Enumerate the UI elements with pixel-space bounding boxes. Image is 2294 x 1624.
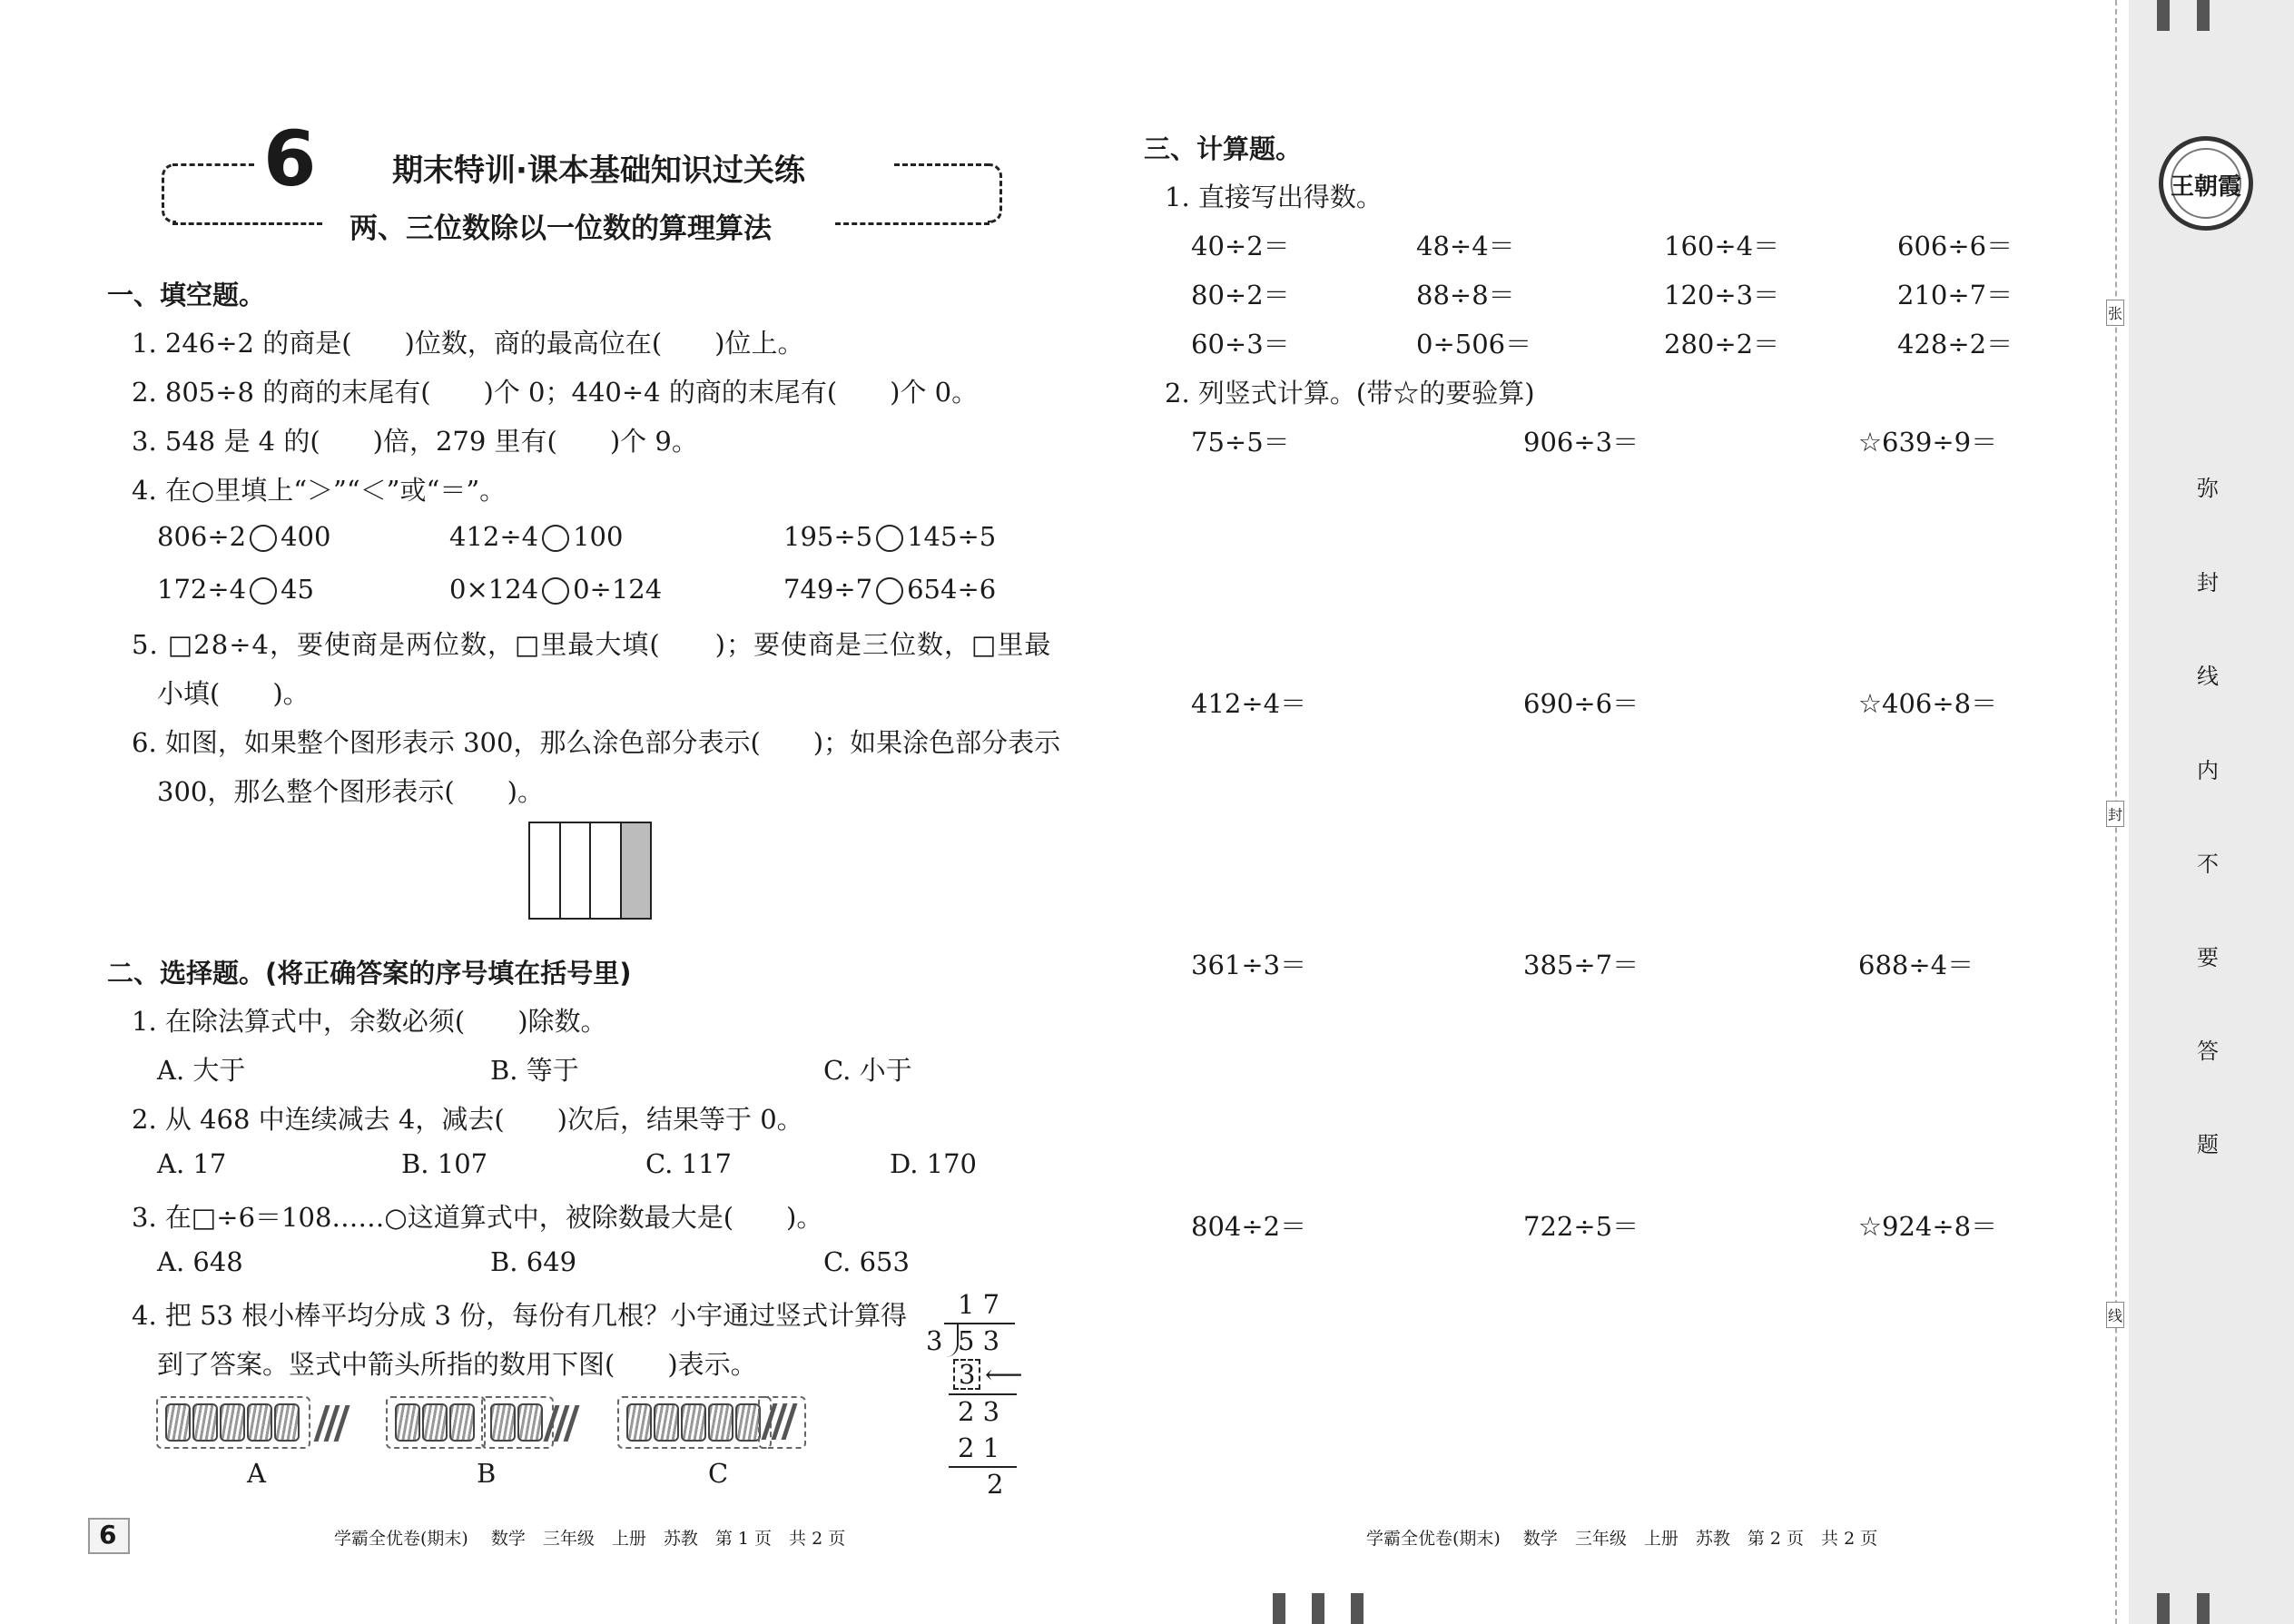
option[interactable]: B. 649 <box>490 1246 577 1277</box>
question-2-3: 3. 在□÷6＝108……○这道算式中，被除数最大是( )。 <box>132 1202 823 1233</box>
page-number-box <box>88 1518 130 1554</box>
margin-warning-char: 答 <box>2197 1038 2219 1064</box>
vertical-item: ☆924÷8＝ <box>1858 1211 1998 1242</box>
registration-mark <box>1312 1593 1324 1624</box>
margin-warning-char: 要 <box>2197 945 2219 970</box>
figure-label-a: A <box>247 1458 266 1489</box>
option[interactable]: C. 小于 <box>823 1055 912 1086</box>
question-1-6-cont: 300，那么整个图形表示( )。 <box>157 776 544 807</box>
figure-label-c: C <box>708 1458 729 1489</box>
option[interactable]: A. 17 <box>157 1148 227 1179</box>
vertical-item: 412÷4＝ <box>1191 688 1307 719</box>
compare-item: 195÷5 145÷5 <box>783 521 997 552</box>
sticks-figure-b[interactable] <box>386 1396 486 1449</box>
option[interactable]: B. 等于 <box>490 1055 579 1086</box>
binding-margin <box>2129 0 2294 1624</box>
registration-mark <box>2157 1593 2170 1624</box>
oral-item: 280÷2＝ <box>1664 329 1780 359</box>
vertical-item: 688÷4＝ <box>1858 950 1974 980</box>
question-2-2: 2. 从 468 中连续减去 4，减去( )次后，结果等于 0。 <box>132 1104 803 1135</box>
shaded-rectangle-figure <box>528 822 652 920</box>
compare-item: 0×124 0÷124 <box>449 574 663 605</box>
section1-heading: 一、填空题。 <box>107 280 266 310</box>
margin-marker: 张 <box>2106 300 2124 326</box>
option[interactable]: A. 大于 <box>157 1055 246 1086</box>
oral-item: 210÷7＝ <box>1897 280 2013 310</box>
registration-mark <box>2197 0 2210 31</box>
question-2-4: 4. 把 53 根小棒平均分成 3 份，每份有几根？小宇通过竖式计算得 <box>132 1300 908 1331</box>
brand-seal-logo: 王朝霞 <box>2159 136 2253 231</box>
vertical-item: 722÷5＝ <box>1523 1211 1639 1242</box>
division-step2: 2 3 <box>958 1396 1000 1427</box>
compare-circle[interactable] <box>542 525 569 552</box>
vertical-item: 361÷3＝ <box>1191 950 1307 980</box>
vertical-item: 385÷7＝ <box>1523 950 1639 980</box>
vertical-item: 75÷5＝ <box>1191 427 1290 458</box>
question-1-6: 6. 如图，如果整个图形表示 300，那么涂色部分表示( )；如果涂色部分表示 <box>132 727 1061 758</box>
footer-right: 学霸全优卷(期末) 数学 三年级 上册 苏教 第 2 页 共 2 页 <box>1366 1529 1878 1549</box>
vertical-item: ☆639÷9＝ <box>1858 427 1998 458</box>
oral-item: 88÷8＝ <box>1416 280 1515 310</box>
oral-item: 48÷4＝ <box>1416 231 1515 261</box>
question-2-4-cont: 到了答案。竖式中箭头所指的数用下图( )表示。 <box>157 1349 757 1380</box>
division-dividend: 5 3 <box>958 1325 1000 1356</box>
oral-item: 60÷3＝ <box>1191 329 1290 359</box>
compare-circle[interactable] <box>542 577 569 605</box>
registration-mark <box>1351 1593 1364 1624</box>
margin-marker: 封 <box>2106 801 2124 827</box>
division-remainder: 2 <box>987 1469 1004 1500</box>
compare-circle[interactable] <box>250 525 277 552</box>
section3-sub2: 2. 列竖式计算。(带☆的要验算) <box>1165 378 1535 408</box>
option[interactable]: C. 653 <box>823 1246 910 1277</box>
vertical-item: 804÷2＝ <box>1191 1211 1307 1242</box>
margin-warning-char: 内 <box>2197 758 2219 783</box>
question-2-1: 1. 在除法算式中，余数必须( )除数。 <box>132 1006 607 1037</box>
division-quotient: 1 7 <box>958 1289 1000 1320</box>
option[interactable]: A. 648 <box>157 1246 243 1277</box>
question-1-1: 1. 246÷2 的商是( )位数，商的最高位在( )位上。 <box>132 328 804 359</box>
margin-warning-char: 不 <box>2197 851 2219 877</box>
oral-item: 120÷3＝ <box>1664 280 1780 310</box>
oral-item: 0÷506＝ <box>1416 329 1532 359</box>
compare-item: 412÷4 100 <box>449 521 624 552</box>
division-divisor: 3 <box>926 1325 943 1356</box>
oral-item: 428÷2＝ <box>1897 329 2013 359</box>
vertical-item: ☆406÷8＝ <box>1858 688 1998 719</box>
vertical-item: 906÷3＝ <box>1523 427 1639 458</box>
sticks-extra <box>549 1405 579 1445</box>
option[interactable]: C. 117 <box>645 1148 732 1179</box>
registration-mark <box>2157 0 2170 31</box>
margin-warning-char: 弥 <box>2197 476 2219 501</box>
figure-label-b: B <box>477 1458 497 1489</box>
vertical-item: 690÷6＝ <box>1523 688 1639 719</box>
question-1-5: 5. □28÷4，要使商是两位数，□里最大填( )；要使商是三位数，□里最 <box>132 629 1052 660</box>
section3-sub1: 1. 直接写出得数。 <box>1165 182 1383 212</box>
page-title: 期末特训·课本基础知识过关练 <box>392 153 805 189</box>
registration-mark <box>2197 1593 2210 1624</box>
page-number: 6 <box>99 1520 117 1550</box>
margin-warning-char: 题 <box>2197 1132 2219 1157</box>
compare-item: 806÷2 400 <box>157 521 331 552</box>
compare-item: 749÷7 654÷6 <box>783 574 997 605</box>
sticks-figure-c[interactable] <box>617 1396 772 1449</box>
oral-item: 606÷6＝ <box>1897 231 2013 261</box>
compare-item: 172÷4 45 <box>157 574 315 605</box>
option[interactable]: B. 107 <box>401 1148 488 1179</box>
question-1-5-cont: 小填( )。 <box>157 678 310 709</box>
margin-warning-char: 封 <box>2197 570 2219 595</box>
oral-item: 80÷2＝ <box>1191 280 1290 310</box>
option[interactable]: D. 170 <box>890 1148 978 1179</box>
section2-heading: 二、选择题。(将正确答案的序号填在括号里) <box>107 958 632 989</box>
registration-mark <box>1273 1593 1285 1624</box>
division-step1: 3 <box>953 1359 980 1390</box>
oral-item: 160÷4＝ <box>1664 231 1780 261</box>
section3-heading: 三、计算题。 <box>1144 133 1303 164</box>
footer-left: 学霸全优卷(期末) 数学 三年级 上册 苏教 第 1 页 共 2 页 <box>334 1529 846 1549</box>
unit-number: 6 <box>263 114 317 203</box>
question-1-3: 3. 548 是 4 的( )倍，279 里有( )个 9。 <box>132 426 698 457</box>
page-subtitle: 两、三位数除以一位数的算理算法 <box>350 212 772 245</box>
sticks-extra <box>320 1405 350 1445</box>
arrow-icon: ⟵ <box>985 1359 1023 1390</box>
compare-circle[interactable] <box>250 577 277 605</box>
sticks-figure-a[interactable] <box>156 1396 310 1449</box>
question-1-4: 4. 在○里填上“＞”“＜”或“＝”。 <box>132 475 507 506</box>
division-step3: 2 1 <box>958 1432 1000 1463</box>
sticks-figure-c2 <box>758 1396 806 1449</box>
margin-marker: 线 <box>2106 1302 2124 1328</box>
margin-warning-char: 线 <box>2197 664 2219 689</box>
compare-circle[interactable] <box>876 525 903 552</box>
oral-item: 40÷2＝ <box>1191 231 1290 261</box>
question-1-2: 2. 805÷8 的商的末尾有( )个 0；440÷4 的商的末尾有( )个 0。 <box>132 377 979 408</box>
compare-circle[interactable] <box>876 577 903 605</box>
